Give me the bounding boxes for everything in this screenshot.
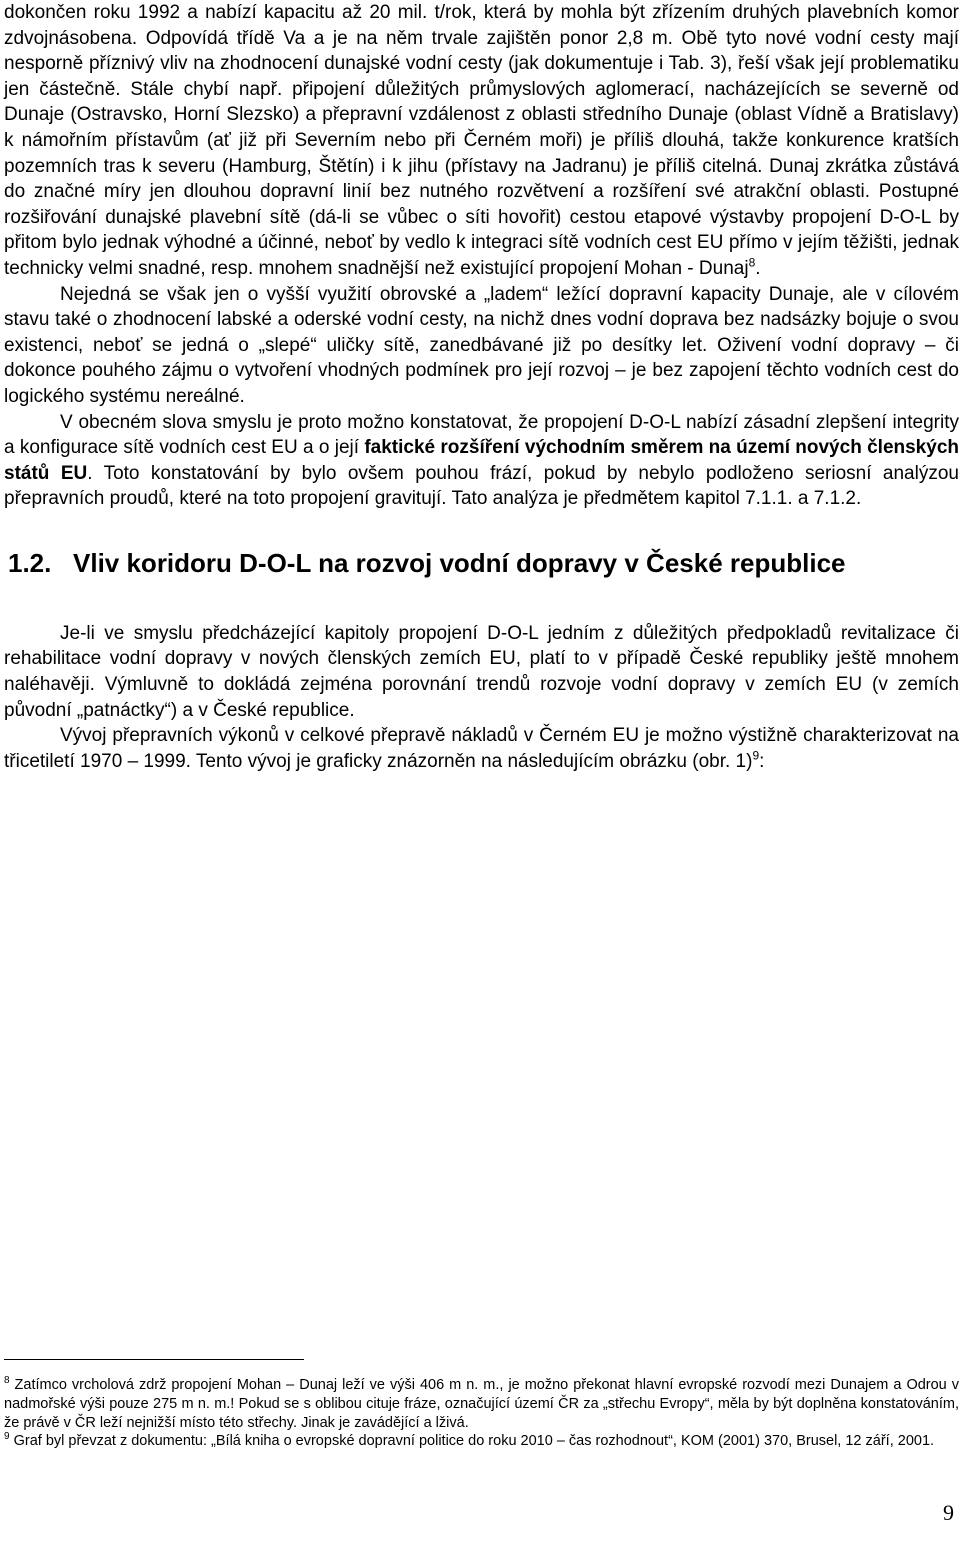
paragraph-text: dokončen roku 1992 a nabízí kapacitu až 20 mil. t/rok, která by mohla být zřízením druhých plavebních komor zdvojnásobena. Odpovídá třídě Va a je na něm trvale zajištěn ponor 2,8 m. Obě tyto nové vodní cesty mají nesporně příznivý vliv na zhodnocení dunajské vodní cesty (jak dokumentuje i Tab. 3), řeší však její problematiku jen částečně. Stále chybí např. připojení důležitých průmyslových aglomerací, nacházejících se severně od Dunaje (Ostravsko, Horní Slezsko) a přepravní vzdálenost z oblasti středního Dunaje (oblast Vídně a Bratislavy) k námořním přístavům (ať již při Severním nebo při Černém moři) je příliš dlouhá, takže konkurence kratších pozemních tras k severu (Hamburg, Štětín) i k jihu (přístavy na Jadranu) je příliš citelná. Dunaj zkrátka zůstává do značné míry jen dlouhou dopravní linií bez nutného rozvětvení a rozšíření své atrakční oblasti. Postupné rozšiřování dunajské plavební sítě (dá-li se vůbec o síti hovořit) cestou etapové výstavby propojení D-O-L by přitom bylo jednak výhodné a účinné, neboť by vedlo k integraci sítě vodních cest EU přímo v jejím těžišti, jednak technicky velmi snadné, resp. mnohem snadnější než existující propojení Mohan - Dunaj [4, 2, 959, 279]
footnote-text: Zatímco vrcholová zdrž propojení Mohan – Dunaj leží ve výši 406 m n. m., je možno překonat hlavní evropské rozvodí mezi Dunajem a Odrou v nadmořské výši pouze 275 m n. m.! Pokud se s oblibou cituje fráze, označující území ČR za „střechu Evropy“, měla by být doplněna konstatováním, že právě v ČR leží nejnižší místo této střechy. Jinak je zavádějící a lživá. [4, 1377, 959, 1431]
bold-emphasis: faktické rozšíření východním směrem na území nových členských států EU [4, 437, 959, 484]
footnote-separator [4, 1359, 304, 1360]
paragraph-czech-relevance: Je-li ve smyslu předcházející kapitoly propojení D-O-L jedním z důležitých předpokladů revitalizace či rehabilitace vodní dopravy v nových členských zemích EU, platí to v případě České republiky ještě mnohem naléhavěji. Výmluvně to dokládá zejména porovnání trendů rozvoje vodní dopravy v zemích EU (v zemích původní „patnáctky“) a v České republice. [4, 622, 959, 721]
footnote-number: 9 [4, 1431, 10, 1443]
paragraph-text: Vývoj přepravních výkonů v celkové přepravě nákladů v Černém EU je možno výstižně charakterizovat na třicetiletí 1970 – 1999. Tento vývoj je graficky znázorněn na následujícím obrázku (obr. 1) [4, 725, 959, 772]
paragraph-end: . [755, 257, 761, 279]
paragraph-transport-trends [4, 723, 959, 774]
footnote-ref-8[interactable]: 8 [748, 255, 756, 270]
document-page [4, 0, 959, 774]
paragraph-text-end: . Toto konstatování by bylo ovšem pouhou frází, pokud by nebylo podloženo seriosní analýzou přepravních proudů, které na toto propojení gravitují. Tato analýza je předmětem kapitol 7.1.1. a 7.1.2. [4, 462, 959, 510]
paragraph-text: V obecném slova smyslu je proto možno konstatovat, že propojení D-O-L nabízí zásadní zlepšení integrity a konfigurace sítě vodních cest EU a o její [4, 411, 959, 459]
section-title: Vliv koridoru D-O-L na rozvoj vodní dopravy v České republice [73, 547, 846, 578]
footnotes [4, 1359, 959, 1451]
footnote-text: Graf byl převzat z dokumentu: „Bílá kniha o evropské dopravní politice do roku 2010 – čas rozhodnout“, KOM (2001) 370, Brusel, 12 září, 2001. [9, 1433, 935, 1450]
footnote-ref-9[interactable]: 9 [752, 748, 760, 763]
section-heading [4, 547, 959, 579]
footnote-8 [4, 1376, 959, 1432]
paragraph-dol-integration [4, 410, 959, 512]
section-number: 1.2. [8, 547, 52, 578]
paragraph-danube-capacity: Nejedná se však jen o vyšší využití obrovské a „ladem“ ležící dopravní kapacity Dunaje, ale v cílovém stavu také o zhodnocení labské a oderské vodní cesty, na nichž dnes vodní doprava bez nadsázky bojuje o svou existenci, neboť se jedná o „slepé“ uličky sítě, zanedbávané již po desítky let. Oživení vodní dopravy – či dokonce pouhého zájmu o vytvoření vhodných podmínek pro její rozvoj – je bez zapojení těchto vodních cest do logického systému nereálné. [4, 283, 959, 407]
footnote-9 [4, 1432, 959, 1451]
footnote-number: 8 [4, 1375, 10, 1387]
paragraph-continued [4, 0, 959, 282]
paragraph-end: : [759, 750, 765, 772]
page-number: 9 [943, 1500, 954, 1525]
